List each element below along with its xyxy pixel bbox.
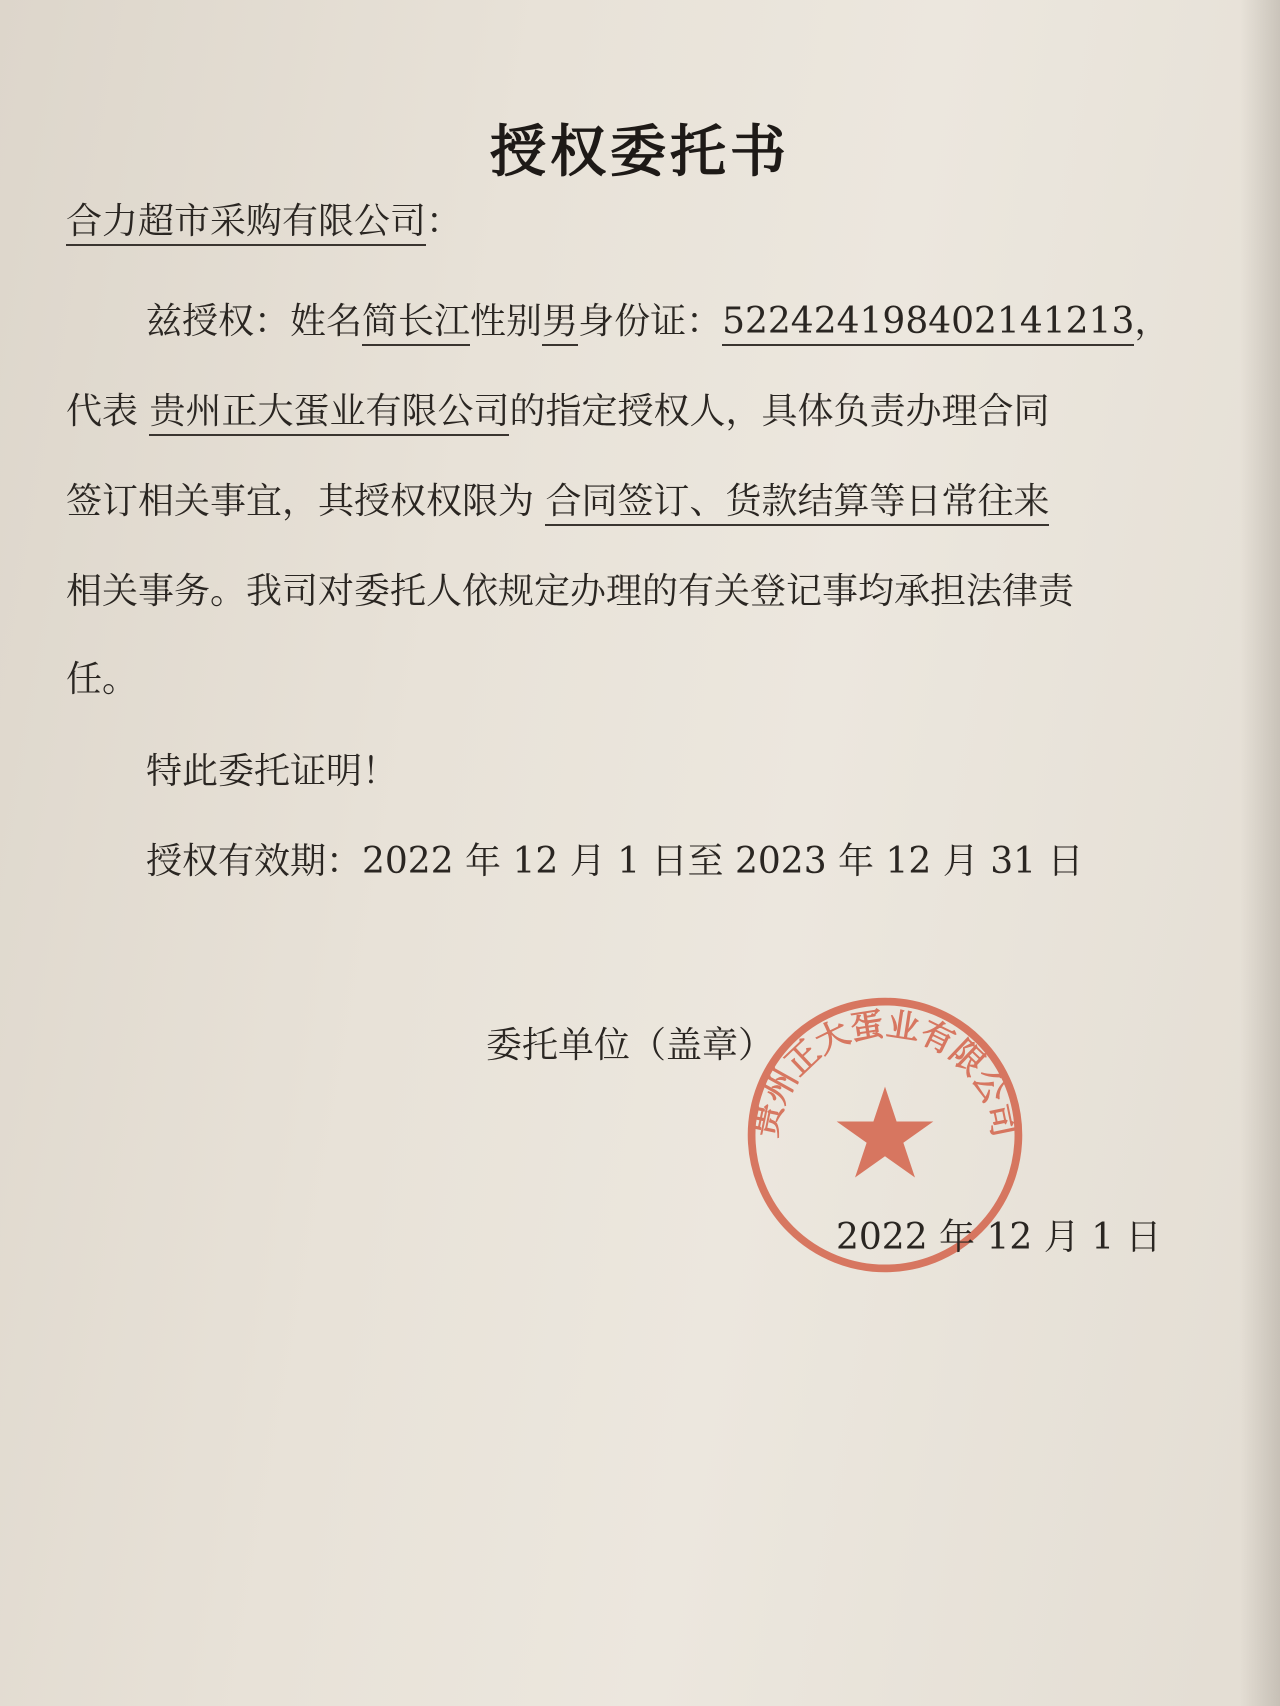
certify-statement: 特此委托证明！ [146,751,399,792]
addressee-line [66,198,462,246]
document-title: 授权委托书 [490,120,790,185]
grant-lead: 兹授权：姓名 [146,301,363,342]
paragraph-line-1 [146,298,1170,346]
paragraph-line-2 [66,388,1050,436]
paper-shadow [1240,0,1280,1706]
grantee-gender: 男 [542,300,578,346]
scope-lead: 签订相关事宜，其授权权限为 [66,481,535,522]
represent-lead: 代表 [66,391,139,432]
authorization-scope: 合同签订、货款结算等日常往来 [545,480,1049,526]
grantee-id-number: 522424198402141213 [722,300,1134,346]
addressee-colon: ： [426,201,463,242]
seal-text: 贵州正大蛋业有限公司 [745,1004,1025,1141]
signing-date: 2022 年 12 月 1 日 [836,1217,1162,1258]
grantor-company: 贵州正大蛋业有限公司 [149,390,509,436]
paragraph-line-4: 相关事务。我司对委托人依规定办理的有关登记事均承担法律责 [66,571,1075,612]
grantee-name: 简长江 [362,300,470,346]
line-comma: ， [1134,301,1171,342]
id-label: 身份证： [578,301,723,342]
signer-label: 委托单位（盖章） [486,1025,775,1066]
gender-label: 性别 [470,301,543,342]
represent-tail: 的指定授权人，具体负责办理合同 [509,391,1050,432]
star-icon [837,1087,934,1178]
paragraph-line-5: 任。 [66,659,139,700]
validity-period: 授权有效期：2022 年 12 月 1 日至 2023 年 12 月 31 日 [146,841,1084,882]
addressee-company: 合力超市采购有限公司 [66,200,426,246]
paragraph-line-3 [66,478,1049,526]
